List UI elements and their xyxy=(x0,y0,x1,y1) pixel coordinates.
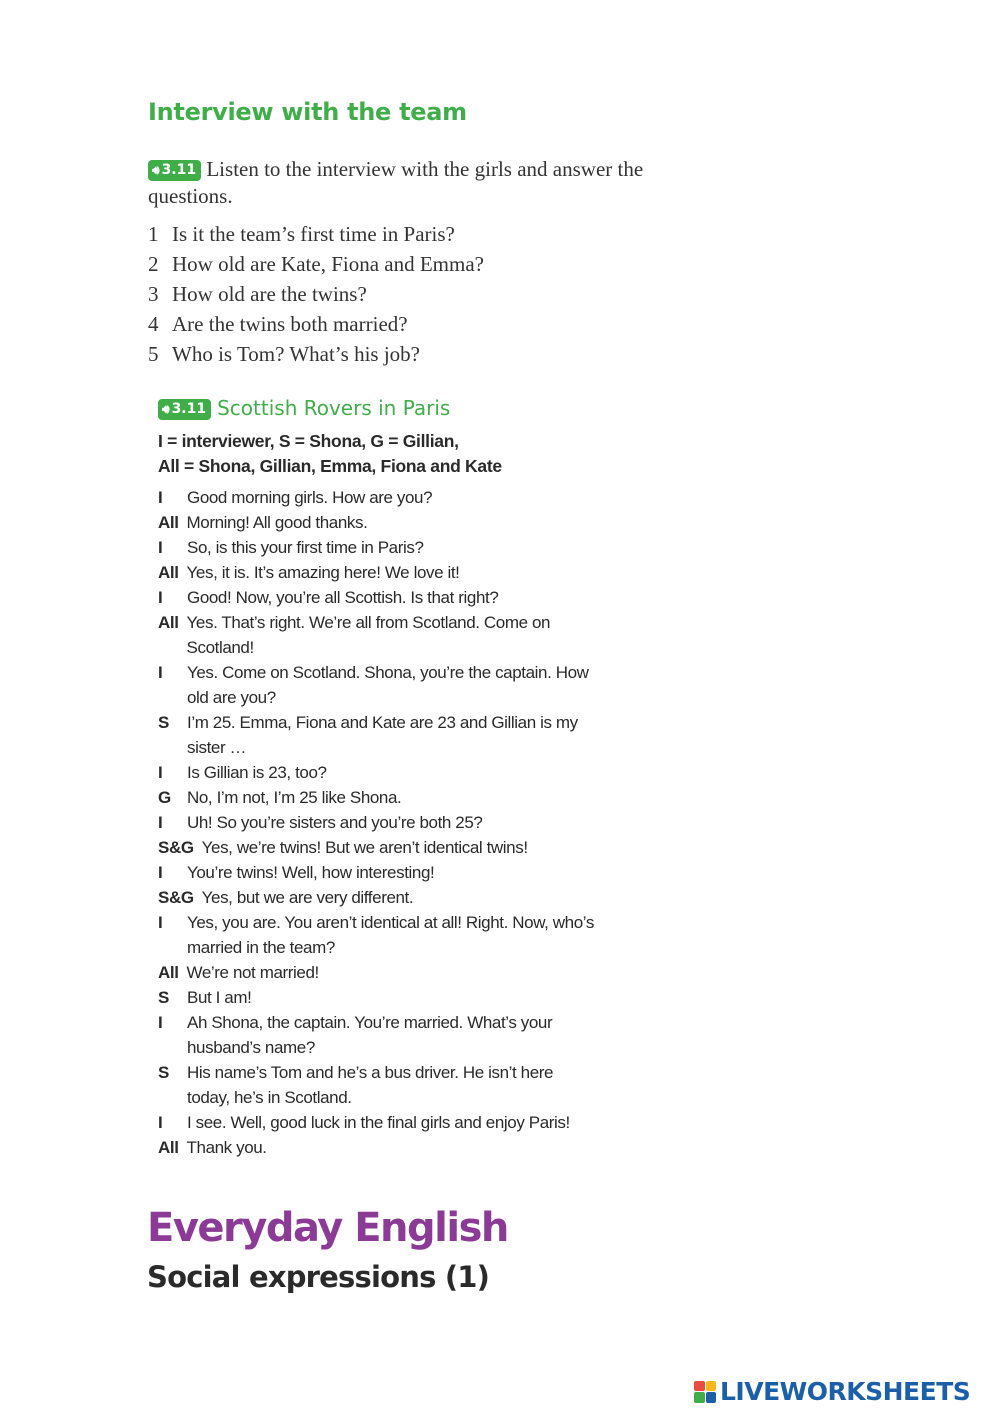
speaker-label: All xyxy=(158,1138,179,1157)
speaker-label: S&G xyxy=(158,888,194,907)
dialogue-line xyxy=(158,1060,598,1110)
question-text: Are the twins both married? xyxy=(172,312,408,336)
dialogue-line xyxy=(158,910,598,960)
dialogue-text: Yes. Come on Scotland. Shona, you’re the captain. How old are you? xyxy=(187,663,589,707)
question-number: 1 xyxy=(148,222,159,246)
speaker-label: I xyxy=(158,763,163,782)
speaker-label: I xyxy=(158,588,163,607)
question-text: How old are Kate, Fiona and Emma? xyxy=(172,252,484,276)
speaker-label: S xyxy=(158,713,169,732)
speaker-label: I xyxy=(158,863,163,882)
dialogue-line xyxy=(158,510,598,535)
speaker-label: All xyxy=(158,963,179,982)
speaker-label: S&G xyxy=(158,838,194,857)
dialogue-text: I see. Well, good luck in the final girls and enjoy Paris! xyxy=(187,1113,570,1132)
question-number: 2 xyxy=(148,252,159,276)
speaker-label: I xyxy=(158,1113,163,1132)
dialogue-line xyxy=(158,585,598,610)
speaker-label: S xyxy=(158,988,169,1007)
speaker-label: I xyxy=(158,663,163,682)
question-list xyxy=(148,219,484,369)
script-track-number: 3.11 xyxy=(171,401,207,417)
instruction xyxy=(148,156,708,210)
audio-badge[interactable] xyxy=(148,160,201,181)
dialogue-text: Ah Shona, the captain. You’re married. What’s your husband’s name? xyxy=(187,1013,553,1057)
dialogue-line xyxy=(158,610,598,660)
dialogue-text: Thank you. xyxy=(186,1138,267,1157)
question-number: 5 xyxy=(148,342,159,366)
dialogue-text: His name’s Tom and he’s a bus driver. He isn’t here today, he’s in Scotland. xyxy=(187,1063,554,1107)
dialogue xyxy=(158,485,598,1160)
dialogue-line xyxy=(158,710,598,760)
dialogue-line xyxy=(158,760,598,785)
dialogue-line xyxy=(158,560,598,585)
audio-track-number: 3.11 xyxy=(161,162,197,178)
dialogue-text: Yes, you are. You aren’t identical at all! Right. Now, who’s married in the team? xyxy=(187,913,594,957)
dialogue-text: Yes, we’re twins! But we aren’t identical twins! xyxy=(201,838,528,857)
liveworksheets-logo-icon xyxy=(694,1381,716,1403)
dialogue-line xyxy=(158,485,598,510)
speaker-label: I xyxy=(158,813,163,832)
dialogue-text: Yes, it is. It’s amazing here! We love it! xyxy=(186,563,460,582)
dialogue-line xyxy=(158,960,598,985)
speaker-label: I xyxy=(158,488,163,507)
question-number: 4 xyxy=(148,312,159,336)
speaker-label: S xyxy=(158,1063,169,1082)
watermark-text: LIVEWORKSHEETS xyxy=(720,1377,971,1406)
dialogue-text: We’re not married! xyxy=(186,963,319,982)
question-item xyxy=(148,309,484,339)
dialogue-text: You’re twins! Well, how interesting! xyxy=(187,863,435,882)
dialogue-line xyxy=(158,1010,598,1060)
instruction-text: Listen to the interview with the girls and answer the questions. xyxy=(148,157,644,208)
question-text: Who is Tom? What’s his job? xyxy=(172,342,420,366)
speaker-label: All xyxy=(158,563,179,582)
speaker-icon: 🔊︎ xyxy=(162,402,170,416)
dialogue-text: No, I’m not, I’m 25 like Shona. xyxy=(187,788,402,807)
question-item xyxy=(148,339,484,369)
question-number: 3 xyxy=(148,282,159,306)
dialogue-line xyxy=(158,885,598,910)
speaker-icon: 🔊︎ xyxy=(152,163,160,177)
social-expressions-subheading: Social expressions (1) xyxy=(147,1260,490,1294)
dialogue-text: Uh! So you’re sisters and you’re both 25? xyxy=(187,813,483,832)
legend-line: All = Shona, Gillian, Emma, Fiona and Kate xyxy=(158,456,502,476)
script-title-text: Scottish Rovers in Paris xyxy=(217,396,451,420)
speaker-label: G xyxy=(158,788,171,807)
dialogue-text: Good! Now, you’re all Scottish. Is that right? xyxy=(187,588,499,607)
question-text: Is it the team’s first time in Paris? xyxy=(172,222,455,246)
dialogue-text: Morning! All good thanks. xyxy=(186,513,368,532)
dialogue-line xyxy=(158,785,598,810)
speaker-label: I xyxy=(158,913,163,932)
section-heading: Interview with the team xyxy=(148,98,467,126)
dialogue-line xyxy=(158,860,598,885)
question-item xyxy=(148,279,484,309)
everyday-english-heading: Everyday English xyxy=(147,1205,508,1251)
dialogue-line xyxy=(158,835,598,860)
watermark xyxy=(694,1377,970,1406)
question-item xyxy=(148,219,484,249)
dialogue-text: So, is this your first time in Paris? xyxy=(187,538,424,557)
question-item xyxy=(148,249,484,279)
dialogue-line xyxy=(158,660,598,710)
legend-line: I = interviewer, S = Shona, G = Gillian, xyxy=(158,431,459,451)
speaker-label: All xyxy=(158,613,179,632)
dialogue-line xyxy=(158,1110,598,1135)
dialogue-text: Yes. That’s right. We’re all from Scotland. Come on Scotland! xyxy=(186,613,551,657)
dialogue-text: I’m 25. Emma, Fiona and Kate are 23 and Gillian is my sister … xyxy=(187,713,578,757)
dialogue-text: Is Gillian is 23, too? xyxy=(187,763,327,782)
dialogue-text: Good morning girls. How are you? xyxy=(187,488,433,507)
speaker-label: I xyxy=(158,538,163,557)
speaker-legend xyxy=(158,429,502,479)
script-title xyxy=(158,396,450,420)
dialogue-text: Yes, but we are very different. xyxy=(201,888,414,907)
question-text: How old are the twins? xyxy=(172,282,367,306)
dialogue-line xyxy=(158,810,598,835)
script-audio-badge[interactable] xyxy=(158,399,211,420)
dialogue-line xyxy=(158,985,598,1010)
speaker-label: I xyxy=(158,1013,163,1032)
dialogue-text: But I am! xyxy=(187,988,252,1007)
dialogue-line xyxy=(158,535,598,560)
speaker-label: All xyxy=(158,513,179,532)
dialogue-line xyxy=(158,1135,598,1160)
